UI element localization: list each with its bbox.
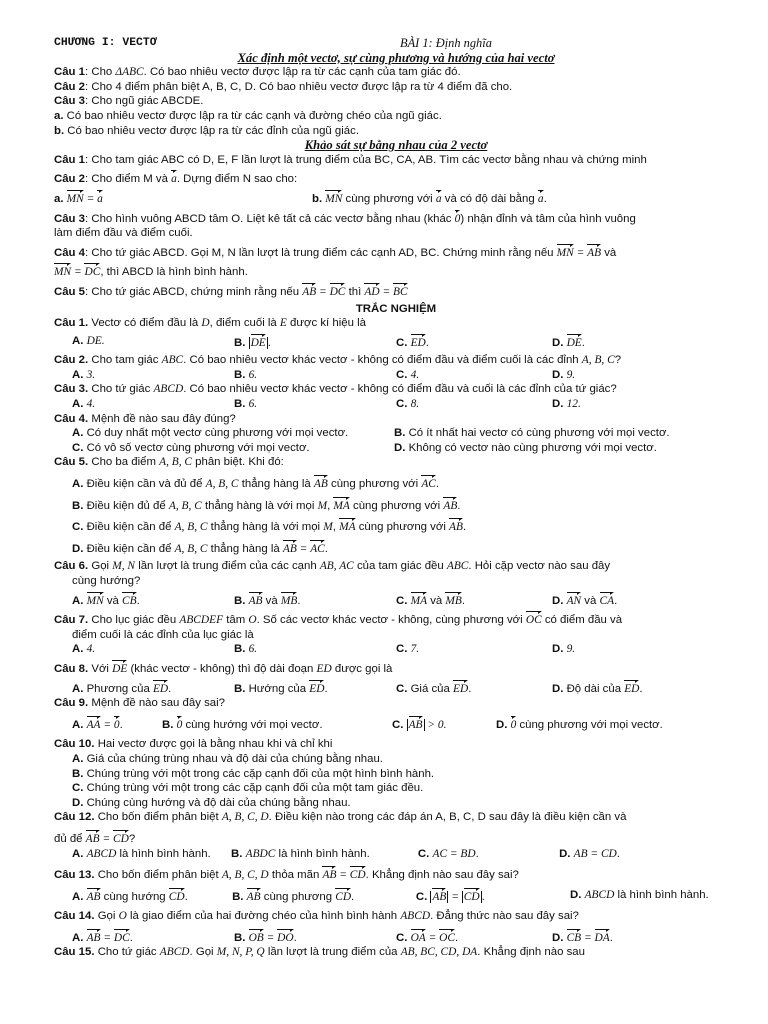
mc-q7-option-b[interactable]: B. 6. xyxy=(234,643,258,656)
mc-q6-option-c[interactable]: C. MA và MB. xyxy=(396,592,552,609)
mc-q14-option-d[interactable]: D. CB = DA. xyxy=(552,929,732,946)
mc-q13-options xyxy=(54,888,738,905)
mc-q2-option-d[interactable]: D. 9. xyxy=(552,368,576,381)
mc-q4-option-c[interactable]: C. Có vô số vectơ cùng phương với mọi vectơ. xyxy=(72,441,310,454)
mc-q3-option-d[interactable]: D. 12. xyxy=(552,398,581,411)
mc-q14-options xyxy=(54,929,738,946)
mc-question-9: Câu 9. Mệnh đề nào sau đây sai? xyxy=(54,697,225,710)
s1-question-2: Câu 2: Cho 4 điểm phân biệt A, B, C, D. Có bao nhiêu vectơ được lập ra từ 4 điểm đã cho. xyxy=(54,80,513,93)
mc-q4-options-ab xyxy=(54,426,738,441)
mc-q10-option-d[interactable]: D. Chúng cùng hướng và độ dài của chúng bằng nhau. xyxy=(72,796,351,809)
s1-question-3: Câu 3: Cho ngũ giác ABCDE. xyxy=(54,95,204,108)
mc-question-6: Câu 6. Gọi M, N lần lượt là trung điểm của các cạnh AB, AC của tam giác đều ABC. Hỏi cặp vectơ nào sau đây xyxy=(54,560,611,573)
section-title-1: Xác định một vectơ, sự cùng phương và hướng của hai vectơ xyxy=(237,50,555,65)
mc-question-1: Câu 1. Vectơ có điểm đầu là D, điểm cuối là E được kí hiệu là xyxy=(54,317,366,330)
mc-question-2: Câu 2. Cho tam giác ABC. Có bao nhiêu vectơ khác vectơ - không có điểm đầu và điểm cuối là các đỉnh A, B, C? xyxy=(54,354,622,367)
mc-q1-option-b[interactable]: B. DE . xyxy=(234,334,396,351)
mc-q2-option-a[interactable]: A. 3. xyxy=(72,368,96,381)
mc-question-4: Câu 4. Mệnh đề nào sau đây đúng? xyxy=(54,412,236,425)
mc-q9-options xyxy=(54,716,738,733)
mc-q5-option-c[interactable]: C. Điều kiện cần để A, B, C thẳng hàng là với mọi M, MA cùng phương với AB. xyxy=(54,518,738,535)
mc-q1-options xyxy=(54,334,738,351)
mc-q5-option-a[interactable]: A. Điều kiện cần và đủ để A, B, C thẳng hàng là AB cùng phương với AC. xyxy=(54,475,738,492)
mc-q6-option-b[interactable]: B. AB và MB. xyxy=(234,592,396,609)
mc-q4-option-b[interactable]: B. Có ít nhất hai vectơ có cùng phương với mọi vectơ. xyxy=(394,427,670,440)
mc-q1-option-a[interactable]: A. DE. xyxy=(72,334,105,347)
mc-q12-options xyxy=(54,847,738,862)
s2-question-4-line2: MN = DC, thì ABCD là hình bình hành. xyxy=(54,263,738,280)
mc-q9-option-a[interactable]: A. AA = 0. xyxy=(54,716,162,733)
s1-question-3a: a. Có bao nhiêu vectơ được lập ra từ các cạnh và đường chéo của ngũ giác. xyxy=(54,109,442,122)
mc-q2-option-c[interactable]: C. 4. xyxy=(396,368,420,381)
document-header xyxy=(54,36,738,51)
s2-question-3-line2: làm điểm đầu và điểm cuối. xyxy=(54,227,193,240)
s1-question-3b: b. Có bao nhiêu vectơ được lập ra từ các đỉnh của ngũ giác. xyxy=(54,124,359,137)
mc-q13-option-c[interactable]: C. AB = CD . xyxy=(416,888,570,905)
lesson-title: BÀI 1: Định nghĩa xyxy=(400,36,492,50)
section-title-2: Khảo sát sự bằng nhau của 2 vectơ xyxy=(304,138,488,153)
mc-question-10: Câu 10. Hai vectơ được gọi là bằng nhau khi và chỉ khi xyxy=(54,738,333,751)
mc-q9-option-c[interactable]: C. AB > 0. xyxy=(392,716,496,733)
mc-q7-option-a[interactable]: A. 4. xyxy=(72,643,96,656)
mc-q4-option-a[interactable]: A. Có duy nhất một vectơ cùng phương với mọi vectơ. xyxy=(72,427,349,440)
mc-q8-option-d[interactable]: D. Độ dài của ED. xyxy=(552,680,732,697)
s2-question-2-parts xyxy=(54,190,738,207)
mc-q3-option-a[interactable]: A. 4. xyxy=(72,398,96,411)
mc-q9-option-d[interactable]: D. 0 cùng phương với mọi vectơ. xyxy=(496,716,716,733)
mc-question-7: Câu 7. Cho lục giác đều ABCDEF tâm O. Số các vectơ khác vectơ - không, cùng phương với OC có điểm đầu và xyxy=(54,611,738,628)
mc-q12-option-c[interactable]: C. AC = BD. xyxy=(417,847,479,860)
mc-q2-option-b[interactable]: B. 6. xyxy=(234,368,258,381)
mc-q14-option-c[interactable]: C. OA = OC. xyxy=(396,929,552,946)
s2-q2-part-b: b. MN cùng phương với a và có độ dài bằng a. xyxy=(312,190,656,207)
mc-question-8: Câu 8. Với DE (khác vectơ - không) thì độ dài đoạn ED được gọi là xyxy=(54,660,738,677)
mc-q9-option-b[interactable]: B. 0 cùng hướng với mọi vectơ. xyxy=(162,716,392,733)
mc-q6-option-a[interactable]: A. MN và CB. xyxy=(54,592,234,609)
s2-question-1: Câu 1: Cho tam giác ABC có D, E, F lần lượt là trung điểm của BC, CA, AB. Tìm các vectơ bằng nhau và chứng minh xyxy=(54,153,647,166)
mc-q10-option-b[interactable]: B. Chúng trùng với một trong các cặp cạnh đối của một hình bình hành. xyxy=(72,767,435,780)
section-title-3: TRẮC NGHIỆM xyxy=(355,302,437,315)
mc-q8-option-c[interactable]: C. Giá của ED. xyxy=(396,680,552,697)
mc-q3-options xyxy=(54,397,738,412)
mc-q7-option-d[interactable]: D. 9. xyxy=(552,643,576,656)
mc-q8-options xyxy=(54,680,738,697)
mc-q14-option-b[interactable]: B. OB = DO. xyxy=(234,929,396,946)
mc-q5-option-d[interactable]: D. Điều kiện cần để A, B, C thẳng hàng là AB = AC. xyxy=(54,540,738,557)
mc-q6-options xyxy=(54,592,738,609)
mc-question-14: Câu 14. Gọi O là giao điểm của hai đường chéo của hình bình hành ABCD. Đẳng thức nào sau đây sai? xyxy=(54,910,579,923)
s1-question-1: Câu 1: Cho ΔABC. Có bao nhiêu vectơ được lập ra từ các cạnh của tam giác đó. xyxy=(54,66,461,79)
mc-q2-options xyxy=(54,368,738,383)
mc-question-15: Câu 15. Cho tứ giác ABCD. Gọi M, N, P, Q lần lượt là trung điểm của AB, BC, CD, DA. Khẳng định nào sau xyxy=(54,946,585,959)
mc-question-7-line2: điểm cuối là các đỉnh của lục giác là xyxy=(72,628,254,641)
mc-q10-option-a[interactable]: A. Giá của chúng trùng nhau và độ dài của chúng bằng nhau. xyxy=(72,752,383,765)
mc-q13-option-a[interactable]: A. AB cùng hướng CD. xyxy=(54,888,232,905)
s2-q2-part-a: a. MN = a xyxy=(54,190,312,207)
mc-q1-option-d[interactable]: D. DE. xyxy=(552,334,732,351)
mc-q13-option-d[interactable]: D. ABCD là hình bình hành. xyxy=(570,888,709,901)
mc-q5-option-b[interactable]: B. Điều kiện đủ để A, B, C thẳng hàng là với mọi M, MA cùng phương với AB. xyxy=(54,497,738,514)
s2-question-5: Câu 5: Cho tứ giác ABCD, chứng minh rằng nếu AB = DC thì AD = BC xyxy=(54,283,738,300)
mc-q10-option-c[interactable]: C. Chúng trùng với một trong các cặp cạnh đối của một tam giác đều. xyxy=(72,782,424,795)
mc-q7-options xyxy=(54,642,738,657)
mc-question-3: Câu 3. Cho tứ giác ABCD. Có bao nhiêu vectơ khác vectơ - không có điểm đầu và cuối là các đỉnh của tứ giác? xyxy=(54,383,617,396)
s2-question-2: Câu 2: Cho điểm M và a. Dựng điểm N sao cho: xyxy=(54,170,738,187)
mc-q12-option-a[interactable]: A. ABCD là hình bình hành. xyxy=(72,847,211,860)
mc-q13-option-b[interactable]: B. AB cùng phương CD. xyxy=(232,888,416,905)
mc-question-12-line2: đủ để AB = CD? xyxy=(54,830,738,847)
mc-q3-option-b[interactable]: B. 6. xyxy=(234,398,258,411)
mc-question-6-line2: cùng hướng? xyxy=(72,575,141,587)
s2-question-4: Câu 4: Cho tứ giác ABCD. Gọi M, N lần lượt là trung điểm các cạnh AD, BC. Chứng minh rằng nếu MN = AB và xyxy=(54,244,738,261)
mc-q3-option-c[interactable]: C. 8. xyxy=(396,398,420,411)
mc-q7-option-c[interactable]: C. 7. xyxy=(396,643,420,656)
mc-q8-option-b[interactable]: B. Hướng của ED. xyxy=(234,680,396,697)
mc-q12-option-b[interactable]: B. ABDC là hình bình hành. xyxy=(231,847,370,860)
mc-question-13: Câu 13. Cho bốn điểm phân biệt A, B, C, D thỏa mãn AB = CD. Khẳng định nào sau đây sai? xyxy=(54,866,738,883)
mc-q8-option-a[interactable]: A. Phương của ED. xyxy=(54,680,234,697)
chapter-title: CHƯƠNG I: VECTƠ xyxy=(54,37,157,49)
mc-q6-option-d[interactable]: D. AN và CA. xyxy=(552,592,732,609)
s2-question-3: Câu 3: Cho hình vuông ABCD tâm O. Liệt kê tất cả các vectơ bằng nhau (khác 0) nhận đỉnh và tâm của hình vuông xyxy=(54,210,738,227)
mc-question-12: Câu 12. Cho bốn điểm phân biệt A, B, C, D. Điều kiện nào trong các đáp án A, B, C, D sau đây là điều kiện cần và xyxy=(54,811,627,824)
mc-q12-option-d[interactable]: D. AB = CD. xyxy=(559,847,620,860)
mc-q4-option-d[interactable]: D. Không có vectơ nào cùng phương với mọi vectơ. xyxy=(394,441,657,454)
mc-q1-option-c[interactable]: C. ED. xyxy=(396,334,552,351)
mc-question-5: Câu 5. Cho ba điểm A, B, C phân biệt. Khi đó: xyxy=(54,456,284,469)
mc-q4-options-cd xyxy=(54,441,738,456)
mc-q14-option-a[interactable]: A. AB = DC. xyxy=(54,929,234,946)
